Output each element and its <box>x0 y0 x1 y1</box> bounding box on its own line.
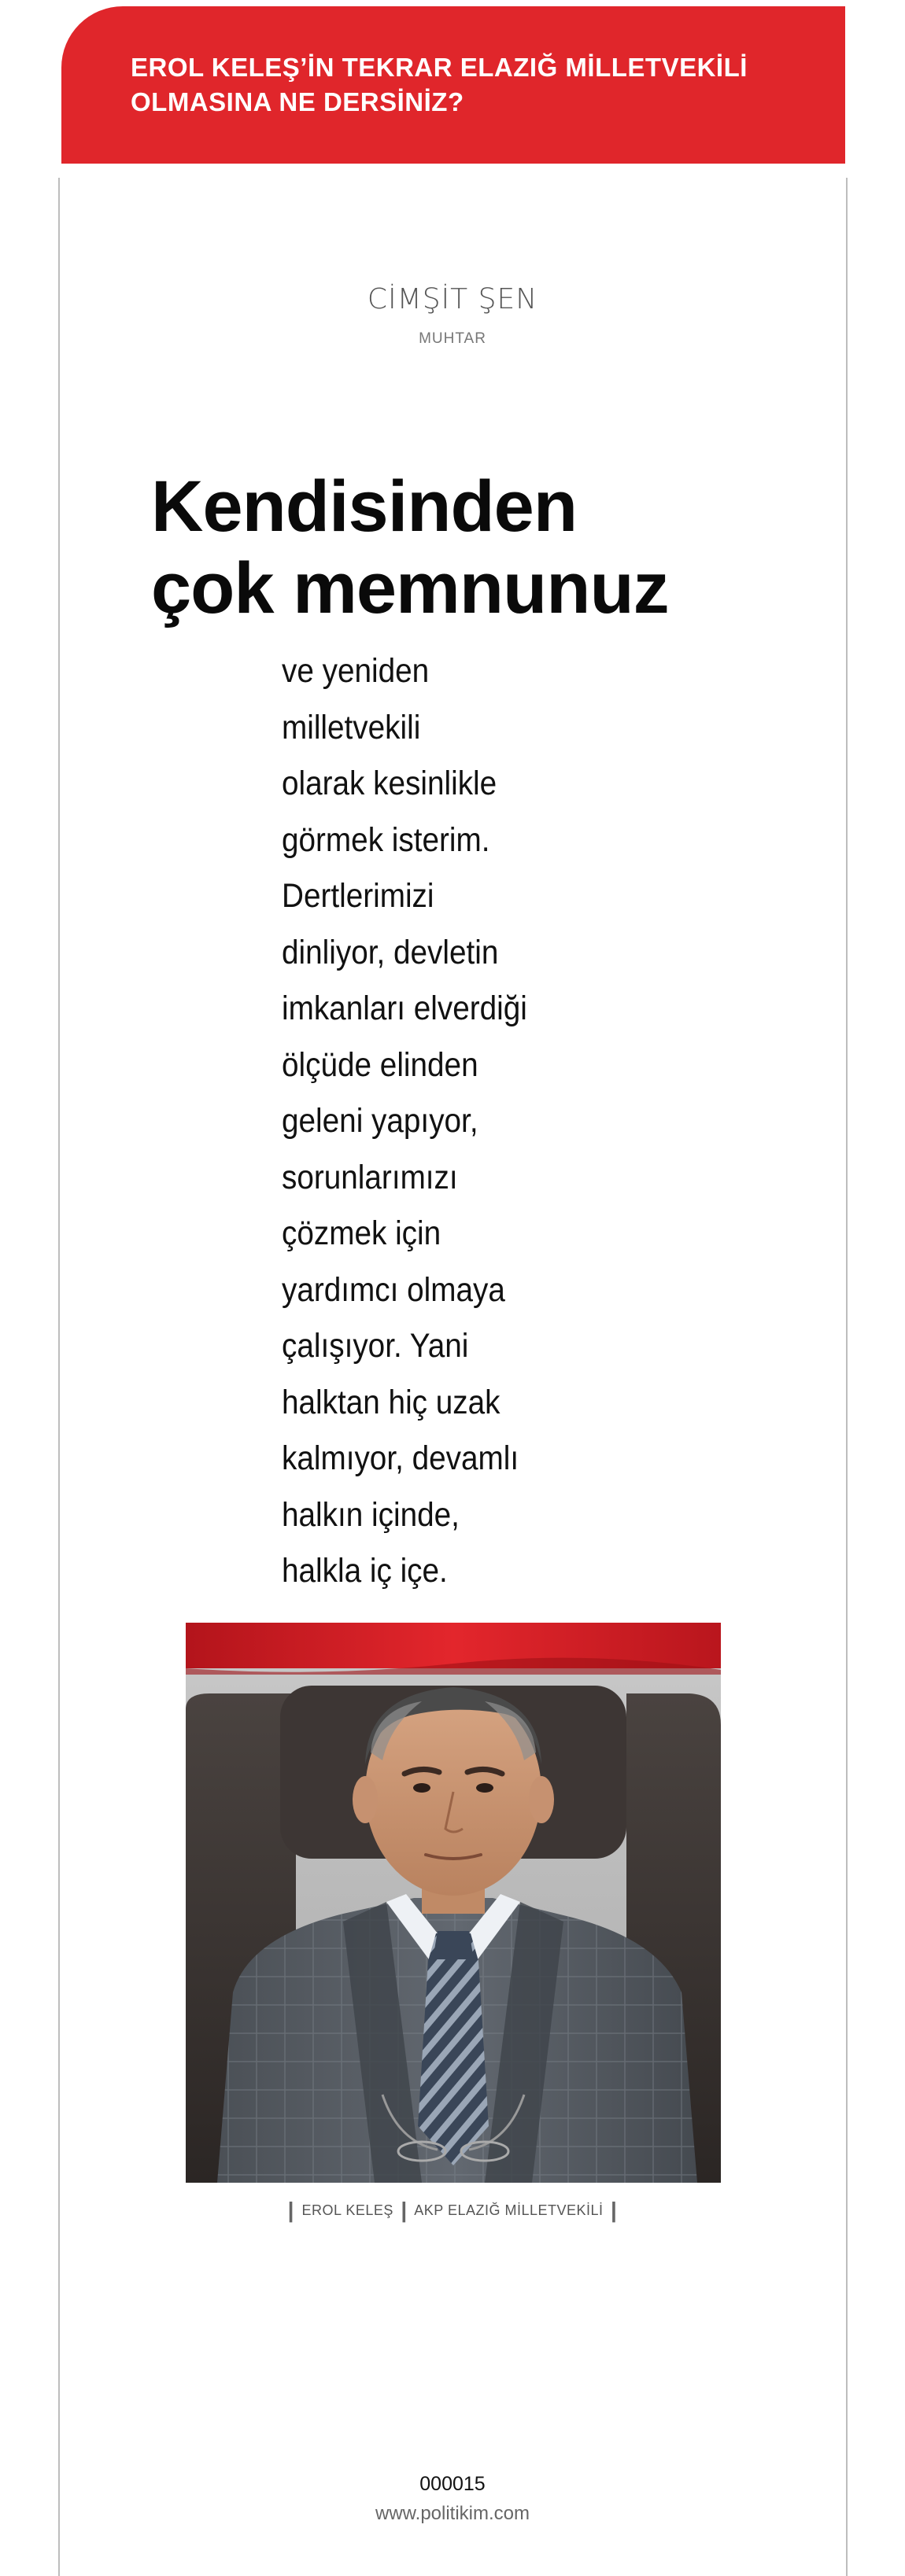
body-line: görmek isterim. <box>282 820 490 859</box>
author-name: CİMŞİT ŞEN <box>367 283 538 315</box>
body-line: yardımcı olmaya <box>282 1270 505 1309</box>
body-line: çözmek için <box>282 1214 441 1252</box>
body-line: milletvekili <box>282 708 421 746</box>
headline-line-1: Kendisinden <box>151 466 578 547</box>
body-line: halkın içinde, <box>282 1495 460 1534</box>
caption-name: EROL KELEŞ <box>301 2202 393 2218</box>
caption-divider: | <box>287 2198 294 2222</box>
caption-divider: | <box>611 2198 618 2222</box>
body-line: dinliyor, devletin <box>282 933 499 971</box>
portrait-illustration <box>186 1623 721 2183</box>
caption-title: AKP ELAZIĞ MİLLETVEKİLİ <box>414 2202 604 2218</box>
body-line: Dertlerimizi <box>282 877 434 915</box>
page-number: 000015 <box>419 2473 486 2495</box>
body-line: sorunlarımızı <box>282 1158 458 1196</box>
caption-divider: | <box>401 2198 408 2222</box>
site-url-link[interactable]: www.politikim.com <box>375 2503 530 2524</box>
headline-line-2: çok memnunuz <box>151 548 669 628</box>
body-line: halkla iç içe. <box>282 1552 448 1590</box>
portrait-photo <box>186 1623 721 2183</box>
body-line: ölçüde elinden <box>282 1045 478 1084</box>
article-headline <box>151 466 796 629</box>
photo-caption <box>0 2198 905 2223</box>
body-line: geleni yapıyor, <box>282 1102 478 1140</box>
body-line: halktan hiç uzak <box>282 1383 501 1421</box>
body-line: ve yeniden <box>282 652 430 690</box>
body-line: imkanları elverdiği <box>282 989 527 1027</box>
body-line: olarak kesinlikle <box>282 765 497 802</box>
author-role: MUHTAR <box>419 330 486 347</box>
body-line: kalmıyor, devamlı <box>282 1439 519 1477</box>
body-line: çalışıyor. Yani <box>282 1327 469 1365</box>
article-body <box>282 643 608 1600</box>
page-title: EROL KELEŞ’İN TEKRAR ELAZIĞ MİLLETVEKİLİ OLMASINA NE DERSİNİZ? <box>131 53 748 116</box>
